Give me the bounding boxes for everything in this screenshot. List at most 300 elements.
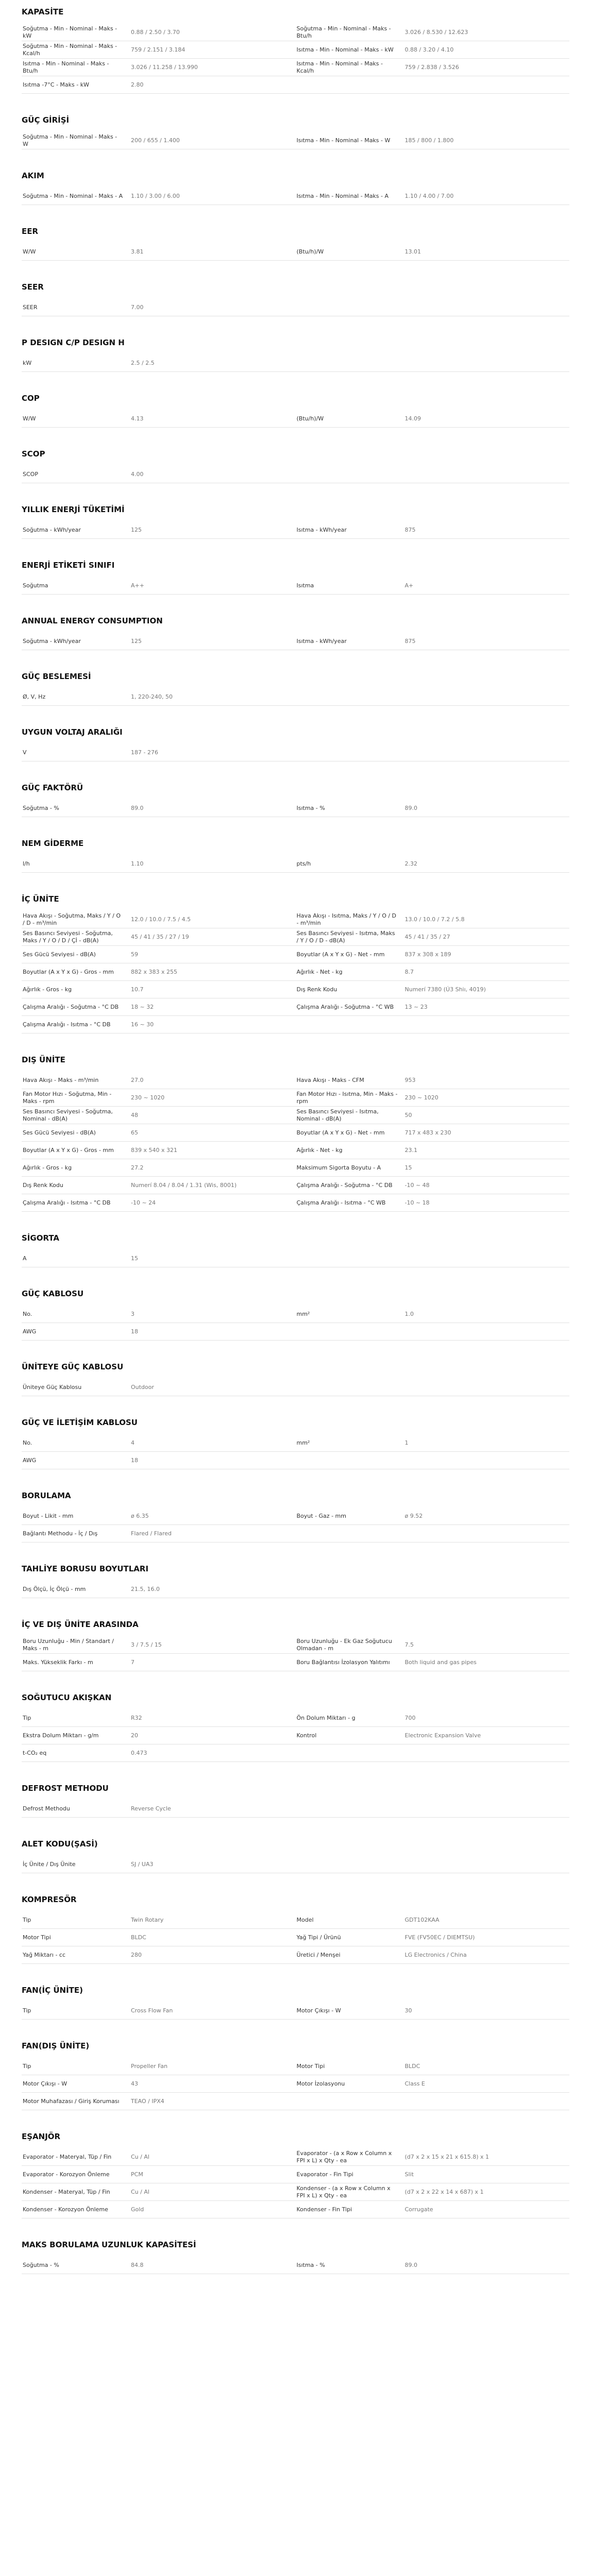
- spec-section: [22, 2041, 569, 2110]
- section-title: İÇ ÜNİTE: [22, 894, 59, 904]
- spec-cell: [22, 1142, 296, 1159]
- spec-cell: [22, 1929, 296, 1946]
- spec-row: [22, 928, 569, 946]
- spec-section: [22, 2132, 569, 2218]
- spec-cell: [296, 2183, 570, 2200]
- spec-label: Ağırlık - Net - kg: [296, 968, 343, 975]
- spec-row: [22, 1507, 569, 1525]
- spec-row: [22, 132, 569, 149]
- spec-cell: [296, 633, 570, 650]
- spec-value: 20: [131, 1732, 138, 1739]
- spec-label: No.: [23, 1310, 32, 1317]
- spec-cell: [296, 1107, 570, 1124]
- spec-value: (d7 x 2 x 15 x 21 x 615.8) x 1: [404, 2153, 489, 2160]
- spec-cell: [22, 1654, 296, 1671]
- spec-label: (Btu/h)/W: [296, 248, 324, 255]
- section-title: GÜÇ VE İLETİŞİM KABLOSU: [22, 1418, 138, 1427]
- spec-value: SJ / UA3: [131, 1860, 154, 1868]
- spec-label: Hava Akışı - Maks - CFM: [296, 1076, 364, 1083]
- spec-label: Ağırlık - Gros - kg: [23, 1164, 72, 1171]
- spec-value: 3.026 / 8.530 / 12.623: [404, 28, 468, 36]
- spec-label: W/W: [23, 248, 36, 255]
- spec-row: [22, 1856, 569, 1873]
- spec-label: Hava Akışı - Soğutma, Maks / Y / O / D - m³/min: [23, 912, 121, 926]
- spec-value: 200 / 655 / 1.400: [131, 137, 180, 144]
- spec-cell: [22, 1159, 296, 1176]
- spec-label: Maksimum Sigorta Boyutu - A: [296, 1164, 381, 1171]
- spec-label: Isıtma - Min - Nominal - Maks - Btu/h: [23, 60, 109, 74]
- spec-label: kW: [23, 359, 32, 366]
- spec-row: [22, 243, 569, 261]
- spec-section: [22, 2240, 569, 2274]
- spec-row: [22, 2166, 569, 2183]
- spec-value: 4.00: [131, 470, 144, 478]
- spec-label: Yağ Tipi / Ürünü: [296, 1934, 341, 1941]
- spec-row: [22, 2002, 569, 2020]
- spec-value: 839 x 540 x 321: [131, 1146, 177, 1154]
- spec-row: [22, 2257, 569, 2274]
- spec-cell: [22, 744, 296, 761]
- spec-row: [22, 1525, 569, 1543]
- spec-cell: [22, 2166, 296, 2183]
- spec-label: Boru Uzunluğu - Ek Gaz Soğutucu Olmadan - m: [296, 1637, 392, 1652]
- spec-label: Isıtma -7°C - Maks - kW: [23, 81, 89, 88]
- spec-value: 45 / 41 / 35 / 27 / 19: [131, 933, 189, 940]
- section-title: NEM GİDERME: [22, 839, 84, 848]
- spec-label: Boyutlar (A x Y x G) - Gros - mm: [23, 1146, 114, 1154]
- spec-cell: [296, 1727, 570, 1744]
- spec-label: Boyutlar (A x Y x G) - Gros - mm: [23, 968, 114, 975]
- spec-row: [22, 855, 569, 873]
- spec-row: [22, 744, 569, 761]
- spec-cell: [296, 1434, 570, 1451]
- spec-cell: [22, 2058, 296, 2075]
- spec-label: Soğutma - %: [23, 2261, 59, 2268]
- spec-label: Soğutma - Min - Nominal - Maks - W: [23, 133, 117, 147]
- spec-cell: [22, 1250, 296, 1267]
- spec-cell: [22, 1379, 296, 1396]
- spec-section: [22, 1564, 569, 1598]
- spec-section: [22, 7, 569, 94]
- spec-value: 3 / 7.5 / 15: [131, 1641, 162, 1648]
- spec-cell: [22, 1124, 296, 1141]
- spec-value: Outdoor: [131, 1383, 154, 1391]
- spec-cell: [22, 911, 296, 928]
- spec-value: 43: [131, 2080, 138, 2087]
- spec-cell: [296, 855, 570, 872]
- spec-value: 187 - 276: [131, 749, 158, 756]
- spec-label: Evaporator - Materyal, Tüp / Fin: [23, 2153, 112, 2160]
- spec-cell: [296, 243, 570, 260]
- spec-label: Tip: [23, 2007, 31, 2014]
- spec-row: [22, 1946, 569, 1964]
- section-title: GÜÇ FAKTÖRÜ: [22, 783, 83, 792]
- spec-label: Ekstra Dolum Miktarı - g/m: [23, 1732, 99, 1739]
- spec-row: [22, 1709, 569, 1727]
- spec-label: Çalışma Aralığı - Soğutma - °C DB: [23, 1003, 119, 1010]
- spec-label: Üretici / Menşei: [296, 1951, 341, 1958]
- spec-value: 0.88 / 2.50 / 3.70: [131, 28, 180, 36]
- spec-label: Isıtma - kWh/year: [296, 637, 347, 645]
- spec-row: [22, 1911, 569, 1929]
- spec-label: Isıtma - Min - Nominal - Maks - A: [296, 192, 389, 199]
- spec-cell: [296, 1159, 570, 1176]
- spec-label: Defrost Methodu: [23, 1805, 70, 1812]
- spec-cell: [296, 1929, 570, 1946]
- spec-value: -10 ~ 18: [404, 1199, 430, 1206]
- spec-value: 2.32: [404, 860, 417, 867]
- spec-cell: [22, 928, 296, 945]
- spec-label: AWG: [23, 1456, 37, 1464]
- spec-label: Kondenser - Materyal, Tüp / Fin: [23, 2188, 110, 2195]
- spec-value: 0.473: [131, 1749, 147, 1756]
- section-title: ENERJİ ETİKETİ SINIFI: [22, 561, 115, 570]
- spec-value: 8.7: [404, 968, 414, 975]
- spec-section: [22, 839, 569, 873]
- spec-cell: [22, 521, 296, 538]
- spec-cell: [296, 2166, 570, 2183]
- spec-value: 15: [131, 1255, 138, 1262]
- spec-label: Ses Basıncı Seviyesi - Isıtma, Nominal - dB(A): [296, 1108, 379, 1122]
- spec-cell: [22, 1800, 296, 1817]
- spec-label: Motor Çıkışı - W: [23, 2080, 67, 2087]
- spec-cell: [296, 1142, 570, 1159]
- spec-section: [22, 394, 569, 428]
- spec-label: (Btu/h)/W: [296, 415, 324, 422]
- spec-row: [22, 1177, 569, 1194]
- spec-row: [22, 1306, 569, 1323]
- spec-label: Ağırlık - Gros - kg: [23, 986, 72, 993]
- spec-label: Boyutlar (A x Y x G) - Net - mm: [296, 1129, 385, 1136]
- spec-row: [22, 688, 569, 706]
- spec-value: 7.00: [131, 303, 144, 311]
- spec-cell: [296, 59, 570, 76]
- spec-cell: [22, 1089, 296, 1106]
- spec-label: Soğutma - Min - Nominal - Maks - kW: [23, 25, 117, 39]
- spec-value: BLDC: [131, 1934, 146, 1941]
- spec-label: Kondenser - (a x Row x Column x FPI x L) x Qty - ea: [296, 2184, 391, 2199]
- spec-value: 13.0 / 10.0 / 7.2 / 5.8: [404, 916, 465, 923]
- spec-label: Motor Çıkışı - W: [296, 2007, 341, 2014]
- section-title: BORULAMA: [22, 1491, 71, 1500]
- spec-label: Ø, V, Hz: [23, 693, 46, 700]
- spec-cell: [22, 354, 296, 371]
- spec-value: 16 ~ 30: [131, 1021, 154, 1028]
- spec-cell: [296, 24, 570, 41]
- spec-cell: [22, 998, 296, 1015]
- spec-cell: [22, 1452, 296, 1469]
- section-title: EŞANJÖR: [22, 2132, 61, 2141]
- spec-label: Ses Basıncı Seviyesi - Soğutma, Maks / Y / O / D / Çİ - dB(A): [23, 929, 113, 944]
- spec-label: Dış Ölçü, İç Ölçü - mm: [23, 1585, 86, 1592]
- spec-cell: [296, 1946, 570, 1963]
- spec-cell: [22, 1177, 296, 1194]
- spec-label: Motor İzolasyonu: [296, 2080, 345, 2087]
- spec-value: PCM: [131, 2171, 143, 2178]
- section-title: SEER: [22, 282, 44, 292]
- spec-cell: [296, 2002, 570, 2019]
- spec-label: Boru Uzunluğu - Min / Standart / Maks - m: [23, 1637, 114, 1652]
- spec-cell: [22, 24, 296, 41]
- spec-value: 84.8: [131, 2261, 144, 2268]
- spec-label: Motor Tipi: [23, 1934, 51, 1941]
- spec-cell: [22, 1856, 296, 1873]
- spec-row: [22, 299, 569, 316]
- spec-label: Soğutma - Min - Nominal - Maks - Kcal/h: [23, 42, 117, 57]
- spec-value: 3.81: [131, 248, 144, 255]
- spec-label: Isıtma - %: [296, 804, 325, 811]
- spec-row: [22, 946, 569, 963]
- spec-label: t-CO₂ eq: [23, 1749, 47, 1756]
- spec-value: 4.13: [131, 415, 144, 422]
- spec-value: BLDC: [404, 2062, 420, 2070]
- spec-cell: [22, 963, 296, 980]
- spec-row: [22, 2201, 569, 2218]
- spec-label: Dış Renk Kodu: [296, 986, 337, 993]
- spec-value: (d7 x 2 x 22 x 14 x 687) x 1: [404, 2188, 484, 2195]
- spec-cell: [296, 1306, 570, 1323]
- spec-value: 7: [131, 1658, 134, 1666]
- spec-cell: [22, 2075, 296, 2092]
- spec-label: Fan Motor Hızı - Isıtma, Min - Maks - rpm: [296, 1090, 398, 1105]
- spec-value: Twin Rotary: [131, 1916, 164, 1923]
- section-title: İÇ VE DIŞ ÜNİTE ARASINDA: [22, 1620, 139, 1629]
- spec-value: GDT102KAA: [404, 1916, 440, 1923]
- spec-cell: [296, 2257, 570, 2274]
- spec-cell: [22, 1194, 296, 1211]
- spec-cell: [22, 2148, 296, 2165]
- spec-label: Boyutlar (A x Y x G) - Net - mm: [296, 951, 385, 958]
- spec-value: 0.88 / 3.20 / 4.10: [404, 46, 454, 53]
- spec-cell: [22, 188, 296, 205]
- spec-label: Tip: [23, 2062, 31, 2070]
- section-title: P DESIGN C/P DESIGN H: [22, 338, 125, 347]
- spec-value: Numerí 7380 (Ú3 Shiı, 4019): [404, 986, 486, 993]
- spec-row: [22, 1929, 569, 1946]
- spec-label: Ses Basıncı Seviyesi - Isıtma, Maks / Y / O / D - dB(A): [296, 929, 395, 944]
- spec-section: [22, 227, 569, 261]
- spec-cell: [296, 1124, 570, 1141]
- spec-label: Çalışma Aralığı - Isıtma - °C WB: [296, 1199, 386, 1206]
- spec-value: Flared / Flared: [131, 1530, 172, 1537]
- spec-row: [22, 2148, 569, 2166]
- spec-value: 2.80: [131, 81, 144, 88]
- spec-value: 1.0: [404, 1310, 414, 1317]
- section-title: FAN(DIŞ ÜNİTE): [22, 2041, 90, 2050]
- section-title: DIŞ ÜNİTE: [22, 1055, 65, 1064]
- spec-label: Boyut - Gaz - mm: [296, 1512, 346, 1519]
- spec-value: Cu / Al: [131, 2188, 149, 2195]
- spec-row: [22, 2058, 569, 2075]
- spec-value: ø 9.52: [404, 1512, 423, 1519]
- spec-value: 23.1: [404, 1146, 417, 1154]
- spec-cell: [296, 1636, 570, 1653]
- section-title: GÜÇ BESLEMESİ: [22, 672, 91, 681]
- spec-cell: [296, 1911, 570, 1928]
- spec-label: W/W: [23, 415, 36, 422]
- spec-cell: [296, 41, 570, 58]
- spec-label: mm²: [296, 1310, 310, 1317]
- spec-label: V: [23, 749, 27, 756]
- spec-cell: [296, 188, 570, 205]
- spec-row: [22, 1250, 569, 1267]
- spec-cell: [296, 800, 570, 817]
- spec-value: 48: [131, 1111, 138, 1118]
- spec-label: Çalışma Aralığı - Soğutma - °C WB: [296, 1003, 394, 1010]
- spec-row: [22, 1654, 569, 1671]
- spec-cell: [296, 1654, 570, 1671]
- spec-label: Fan Motor Hızı - Soğutma, Min - Maks - rpm: [23, 1090, 112, 1105]
- spec-cell: [296, 1177, 570, 1194]
- spec-label: Boru Bağlantısı İzolasyon Yalıtımı: [296, 1658, 390, 1666]
- spec-label: Üniteye Güç Kablosu: [23, 1383, 82, 1391]
- section-title: FAN(İÇ ÜNİTE): [22, 1986, 83, 1995]
- spec-label: Ağırlık - Net - kg: [296, 1146, 343, 1154]
- spec-label: Kontrol: [296, 1732, 317, 1739]
- spec-row: [22, 466, 569, 483]
- spec-label: Ön Dolum Miktarı - g: [296, 1714, 356, 1721]
- spec-row: [22, 188, 569, 205]
- spec-cell: [296, 963, 570, 980]
- spec-label: Evaporator - Korozyon Önleme: [23, 2171, 110, 2178]
- spec-value: 230 ~ 1020: [404, 1094, 438, 1101]
- section-title: GÜÇ KABLOSU: [22, 1289, 84, 1298]
- spec-row: [22, 577, 569, 595]
- spec-cell: [22, 1709, 296, 1726]
- spec-row: [22, 41, 569, 59]
- spec-value: 3: [131, 1310, 134, 1317]
- section-title: SOĞUTUCU AKIŞKAN: [22, 1693, 112, 1702]
- spec-label: Isıtma - Min - Nominal - Maks - W: [296, 137, 391, 144]
- spec-value: FVE (FV50EC / DIEMTSU): [404, 1934, 475, 1941]
- spec-value: 953: [404, 1076, 416, 1083]
- spec-value: 27.2: [131, 1164, 144, 1171]
- spec-label: Soğutma - Min - Nominal - Maks - Btu/h: [296, 25, 391, 39]
- spec-cell: [22, 1581, 296, 1598]
- spec-label: Ses Gücü Seviyesi - dB(A): [23, 1129, 96, 1136]
- spec-cell: [296, 981, 570, 998]
- spec-cell: [22, 132, 296, 149]
- spec-value: Cu / Al: [131, 2153, 149, 2160]
- spec-label: Dış Renk Kodu: [23, 1181, 63, 1189]
- spec-section: [22, 1289, 569, 1341]
- spec-row: [22, 1124, 569, 1142]
- spec-section: [22, 115, 569, 149]
- spec-label: A: [23, 1255, 27, 1262]
- spec-label: Hava Akışı - Maks - m³/min: [23, 1076, 99, 1083]
- spec-value: 18 ~ 32: [131, 1003, 154, 1010]
- spec-cell: [296, 1194, 570, 1211]
- spec-row: [22, 911, 569, 928]
- spec-label: Isıtma: [296, 582, 314, 589]
- spec-cell: [22, 981, 296, 998]
- spec-cell: [22, 946, 296, 963]
- spec-label: Isıtma - Min - Nominal - Maks - Kcal/h: [296, 60, 383, 74]
- spec-value: ø 6.35: [131, 1512, 149, 1519]
- spec-label: Çalışma Aralığı - Isıtma - °C DB: [23, 1021, 111, 1028]
- spec-value: A+: [404, 582, 414, 589]
- spec-label: Soğutma - kWh/year: [23, 637, 81, 645]
- spec-cell: [22, 1525, 296, 1542]
- spec-value: 1, 220-240, 50: [131, 693, 173, 700]
- spec-label: mm²: [296, 1439, 310, 1446]
- spec-label: No.: [23, 1439, 32, 1446]
- spec-value: Gold: [131, 2206, 144, 2213]
- spec-cell: [22, 410, 296, 427]
- spec-label: Soğutma - kWh/year: [23, 526, 81, 533]
- spec-cell: [296, 2058, 570, 2075]
- spec-cell: [22, 466, 296, 483]
- spec-value: 50: [404, 1111, 412, 1118]
- section-title: UYGUN VOLTAJ ARALIĞI: [22, 727, 123, 737]
- spec-label: Isıtma - %: [296, 2261, 325, 2268]
- spec-value: 125: [131, 526, 142, 533]
- spec-section: [22, 1418, 569, 1469]
- spec-value: 21.5, 16.0: [131, 1585, 160, 1592]
- spec-cell: [22, 577, 296, 594]
- spec-row: [22, 1107, 569, 1124]
- section-title: TAHLİYE BORUSU BOYUTLARI: [22, 1564, 149, 1573]
- spec-label: Isıtma - kWh/year: [296, 526, 347, 533]
- spec-value: Reverse Cycle: [131, 1805, 171, 1812]
- spec-value: 759 / 2.838 / 3.526: [404, 63, 459, 71]
- spec-row: [22, 1159, 569, 1177]
- spec-value: 7.5: [404, 1641, 414, 1648]
- spec-cell: [296, 521, 570, 538]
- spec-value: R32: [131, 1714, 142, 1721]
- spec-value: Numerí 8.04 / 8.04 / 1.31 (Wis, 8001): [131, 1181, 237, 1189]
- section-title: GÜÇ GİRİŞİ: [22, 115, 70, 125]
- spec-value: 18: [131, 1328, 138, 1335]
- spec-label: l/h: [23, 860, 30, 867]
- spec-section: [22, 561, 569, 595]
- spec-cell: [22, 800, 296, 817]
- spec-value: 1: [404, 1439, 409, 1446]
- spec-value: 3.026 / 11.258 / 13.990: [131, 63, 198, 71]
- spec-section: [22, 1986, 569, 2020]
- spec-label: Boyut - Likit - mm: [23, 1512, 74, 1519]
- section-title: KAPASİTE: [22, 7, 64, 16]
- spec-section: [22, 1055, 569, 1212]
- spec-section: [22, 1362, 569, 1396]
- spec-cell: [22, 1946, 296, 1963]
- spec-section: [22, 1895, 569, 1964]
- spec-label: Tip: [23, 1916, 31, 1923]
- spec-label: pts/h: [296, 860, 311, 867]
- spec-label: Hava Akışı - Isıtma, Maks / Y / O / D - m³/min: [296, 912, 397, 926]
- spec-value: Cross Flow Fan: [131, 2007, 173, 2014]
- spec-value: 837 x 308 x 189: [404, 951, 451, 958]
- spec-value: 875: [404, 637, 416, 645]
- spec-cell: [22, 2002, 296, 2019]
- spec-cell: [296, 1072, 570, 1089]
- section-title: ANNUAL ENERGY CONSUMPTION: [22, 616, 163, 625]
- spec-value: 18: [131, 1456, 138, 1464]
- spec-section: [22, 505, 569, 539]
- spec-row: [22, 76, 569, 94]
- spec-row: [22, 521, 569, 539]
- spec-value: 882 x 383 x 255: [131, 968, 177, 975]
- spec-section: [22, 171, 569, 205]
- spec-cell: [22, 1072, 296, 1089]
- section-title: AKIM: [22, 171, 44, 180]
- spec-value: 125: [131, 637, 142, 645]
- spec-label: Evaporator - Fin Tipi: [296, 2171, 353, 2178]
- spec-value: Class E: [404, 2080, 425, 2087]
- spec-cell: [296, 1507, 570, 1524]
- spec-row: [22, 2183, 569, 2201]
- spec-row: [22, 998, 569, 1016]
